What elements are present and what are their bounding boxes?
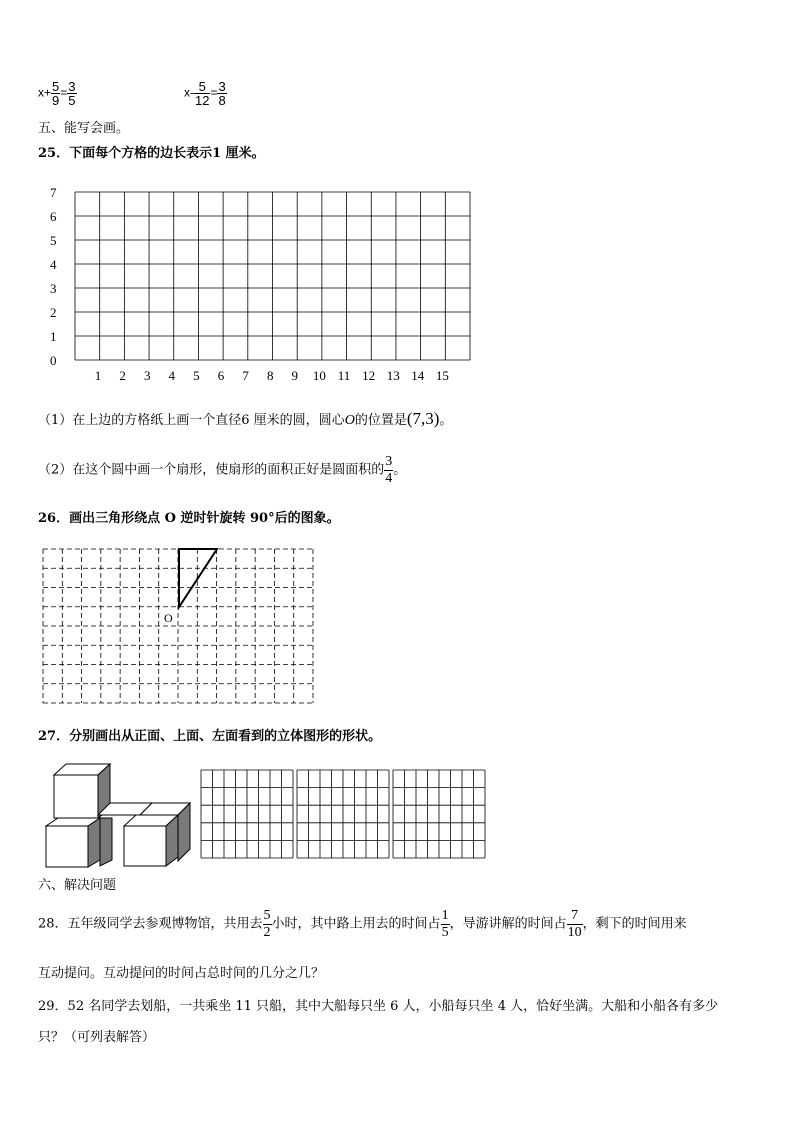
q27-title: 27．分别画出从正面、上面、左面看到的立体图形的形状。	[38, 729, 382, 744]
eq2-fraction-2: $\frac{3}{8}$	[218, 79, 226, 108]
x-tick-label: 5	[193, 368, 200, 383]
eq1-fraction-2: $\frac{3}{5}$	[68, 79, 76, 108]
section-6-heading: 六、解决问题	[38, 878, 117, 893]
y-tick-label: 7	[50, 185, 57, 200]
x-tick-label: 15	[435, 368, 449, 383]
y-tick-label: 3	[50, 281, 57, 296]
cube-stack-illustration	[46, 764, 190, 867]
x-tick-label: 10	[312, 368, 326, 383]
x-tick-label: 2	[119, 368, 126, 383]
center-variable: O	[344, 413, 355, 428]
x-tick-label: 11	[337, 368, 351, 383]
q28-fraction-3: $\frac{7}{10}$	[567, 908, 582, 940]
three-quarters-fraction: $\frac{3}{4}$	[385, 454, 393, 486]
y-tick-label: 0	[50, 353, 57, 368]
x-tick-label: 3	[143, 368, 151, 383]
q27-view-grids	[201, 770, 485, 858]
x-tick-label: 1	[94, 368, 102, 383]
q25-sub2: （2）在这个圆中画一个扇形，使扇形的面积正好是圆面积的 $\frac{3}{4}$ 。	[38, 454, 407, 486]
eq2-prefix: x-	[184, 85, 194, 100]
equation-2: x- $\frac{5}{12}$ = $\frac{3}{8}$	[184, 79, 226, 108]
y-tick-label: 1	[50, 329, 57, 344]
x-tick-label: 9	[291, 368, 299, 383]
q25-title: 25．下面每个方格的边长表示1 厘米。	[38, 146, 265, 161]
x-tick-label: 12	[362, 368, 376, 383]
q29-line2: 只？（可列表解答）	[38, 1030, 156, 1045]
section-5-heading: 五、能写会画。	[38, 121, 130, 136]
eq1-fraction-1: $\frac{5}{9}$	[52, 79, 60, 108]
x-tick-label: 14	[411, 368, 425, 383]
x-tick-label: 7	[242, 368, 249, 383]
y-tick-label: 5	[50, 233, 57, 248]
x-tick-label: 6	[217, 368, 225, 383]
x-tick-label: 13	[386, 368, 400, 383]
y-tick-label: 2	[50, 305, 57, 320]
eq1-prefix: x+	[38, 85, 52, 100]
point-o-label: O	[164, 611, 173, 625]
q28-fraction-1: $\frac{5}{2}$	[263, 908, 271, 940]
center-coordinate: (7,3)	[406, 409, 440, 428]
x-tick-label: 4	[168, 368, 176, 383]
y-tick-label: 6	[50, 209, 57, 224]
q26-title: 26．画出三角形绕点 O 逆时针旋转 90°后的图象。	[38, 511, 340, 526]
q29-line1: 29．52 名同学去划船，一共乘坐 11 只船，其中大船每只坐 6 人，小船每只坐 4 人，恰好坐满。大船和小船各有多少	[38, 999, 719, 1014]
x-tick-label: 8	[266, 368, 274, 383]
q28-line1: 28．五年级同学去参观博物馆，共用去 $\frac{5}{2}$ 小时，其中路上用去的时间占 $\frac{1}{5}$ ，导游讲解的时间占 $\frac{7}{10}$ ，剩下的时间用来	[38, 908, 687, 940]
equation-1: x+ $\frac{5}{9}$ = $\frac{3}{5}$	[38, 79, 76, 108]
q28-fraction-2: $\frac{1}{5}$	[441, 908, 449, 940]
q25-sub1: （1）在上边的方格纸上画一个直径6 厘米的圆，圆心O的位置是(7,3)。	[38, 409, 453, 428]
q28-line2: 互动提问。互动提问的时间占总时间的几分之几？	[38, 966, 325, 981]
y-tick-label: 4	[50, 257, 57, 272]
eq2-fraction-1: $\frac{5}{12}$	[195, 79, 210, 108]
